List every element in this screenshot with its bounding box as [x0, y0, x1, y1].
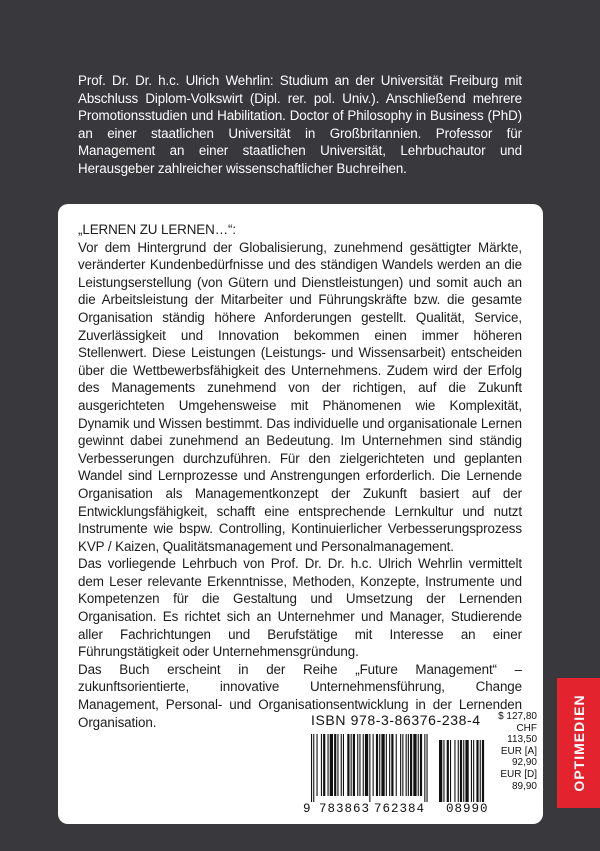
barcode-bar: [408, 734, 409, 796]
barcode-bar: [359, 734, 360, 796]
barcode-bar: [389, 734, 390, 796]
barcode-bar: [427, 734, 428, 802]
blurb-heading: „LERNEN ZU LERNEN…“:: [78, 222, 236, 237]
barcode-digits-right: 762384: [374, 802, 426, 816]
publisher-name: OPTIMEDIEN: [570, 694, 587, 792]
barcode-bar: [420, 734, 422, 796]
barcode-bar: [328, 734, 329, 796]
barcode-digits-left: 783863: [319, 802, 371, 816]
barcode-addon-bar: [450, 740, 451, 802]
barcode-bar: [373, 734, 374, 796]
barcode-addon-bar: [482, 740, 484, 802]
barcode-addon-bar: [463, 740, 464, 802]
publisher-logo-tab: [557, 678, 600, 808]
blurb-paragraph-3: Das Buch erscheint in der Reihe „Future Management“ – zukunftsorientierte, innovative Unternehmensführung, Change Management, Personal- und Organisationsentwicklung in der Lernenden Organisation.: [78, 661, 522, 730]
price-list: [487, 711, 537, 792]
barcode-bar: [357, 734, 358, 796]
barcode-addon-bar: [480, 740, 481, 802]
barcode-bar: [330, 734, 333, 796]
barcode-bar: [323, 734, 325, 796]
price-chf: CHF 113,50: [507, 722, 537, 746]
barcode-bar: [379, 734, 380, 796]
blurb-text: [78, 221, 522, 731]
blurb-paragraph-2: Das vorliegende Lehrbuch von Prof. Dr. Dr. h.c. Ulrich Wehrlin vermittelt dem Leser relevante Erkenntnisse, Methoden, Konzepte, Instrumente und Kompetenzen für die Gestaltung und Umsetzung der Lernenden Organisation. Es richtet sich an Unternehmer und Manager, Studierende aller Fachrichtungen und Berufstätige mit Interesse an einer Führungstätigkeit oder Unternehmensgründung.: [78, 556, 522, 660]
barcode-bar: [343, 734, 344, 796]
barcode-addon-bar: [473, 740, 474, 802]
barcode-bar: [363, 734, 364, 796]
barcode-bar: [334, 734, 336, 796]
price-eur-a: EUR [A] 92,90: [500, 745, 537, 769]
barcode-addon-bar: [476, 740, 478, 802]
barcode-bar: [311, 734, 312, 802]
barcode-bar: [413, 734, 416, 796]
author-bio: Prof. Dr. Dr. h.c. Ulrich Wehrlin: Studium an der Universität Freiburg mit Abschluss Diplom-Volkswirt (Dipl. rer. pol. Univ.). Anschließend mehrere Promotionsstudien und Habilitation. Doctor of Philosophy in Business (PhD) an einer staatlichen Universität in Großbritannien. Professor für Management an einer staatlichen Universität, Lehrbuchautor und Herausgeber zahlreicher wissenschaftlicher Buchreihen.: [78, 73, 522, 176]
barcode-bar: [424, 734, 425, 802]
barcode-bar: [376, 734, 378, 796]
barcode-bar: [402, 734, 403, 796]
barcode-addon-bar: [443, 740, 444, 802]
barcode-bar: [317, 734, 318, 796]
barcode-addon-bar: [447, 740, 449, 802]
barcode-bar: [313, 734, 314, 802]
barcode-bar: [347, 734, 349, 796]
barcode-addon-bar: [439, 740, 442, 802]
blurb-card: [58, 204, 543, 824]
price-usd: $ 127,80: [498, 711, 537, 722]
barcode-digits-addon: 08990: [446, 802, 489, 816]
barcode-bar: [391, 734, 393, 796]
barcode-bar: [321, 734, 322, 796]
barcode-bar: [381, 734, 384, 796]
barcode-bar: [418, 734, 419, 796]
barcode-bar: [396, 734, 397, 796]
barcode-bar: [351, 734, 352, 796]
barcode-digit-first: 9: [303, 802, 312, 816]
barcode-bar: [400, 734, 401, 796]
barcode-addon-bar: [471, 740, 472, 802]
barcode-bar: [341, 734, 342, 796]
blurb-paragraph-1: Vor dem Hintergrund der Globalisierung, zunehmend gesättigter Märkte, veränderter Kundenbedürfnisse und des ständigen Wandels werden an die Leistungserstellung (von Gütern und Dienstleistungen) und somit auch an die Arbeitsleistung der Mitarbeiter und Führungskräfte bzw. die gesamte Organisation ständig höhere Anforderungen gestellt. Qualität, Service, Zuverlässigkeit und Innovation bekommen einen immer höheren Stellenwert. Diese Leistungen (Leistungs- und Wissensarbeit) entscheiden über die Wettbewerbsfähigkeit des Unternehmens. Zudem wird der Erfolg des Managements zunehmend von der richtigen, auf die Zukunft ausgerichteten Umgehensweise mit Phänomenen wie Komplexität, Dynamik und Wissen bestimmt. Das individuelle und organisationale Lernen gewinnt dabei zunehmend an Bedeutung. Im Unternehmen sind ständig Verbesserungen durchzuführen. Für den zielgerichteten und geplanten Wandel sind Lernprozesse und Anstrengungen erforderlich. Die Lernende Organisation als Managementkonzept der Zukunft basiert auf der Entwicklungsfähigkeit, schafft eine entsprechende Lernkultur und nutzt Instrumente wie bspw. Controlling, Kontinuierlicher Verbesserungsprozess KVP / Kaizen, Qualitätsmanagement und Personalmanagement.: [78, 239, 522, 554]
barcode-bar: [365, 734, 368, 796]
barcode-bar: [353, 734, 355, 796]
barcode-bar: [386, 734, 387, 796]
barcode-bar: [406, 734, 407, 796]
barcode-bar: [337, 734, 338, 796]
barcode-bar: [369, 734, 370, 802]
barcode-addon-bar: [465, 740, 468, 802]
barcode-addon-bar: [460, 740, 462, 802]
price-eur-d: EUR [D] 89,90: [500, 768, 537, 792]
isbn-label: ISBN 978-3-86376-238-4: [311, 712, 481, 728]
barcode-addon-bar: [454, 740, 455, 802]
barcode-bar: [410, 734, 412, 796]
barcode-image: [311, 734, 486, 802]
barcode-addon-bar: [458, 740, 459, 802]
